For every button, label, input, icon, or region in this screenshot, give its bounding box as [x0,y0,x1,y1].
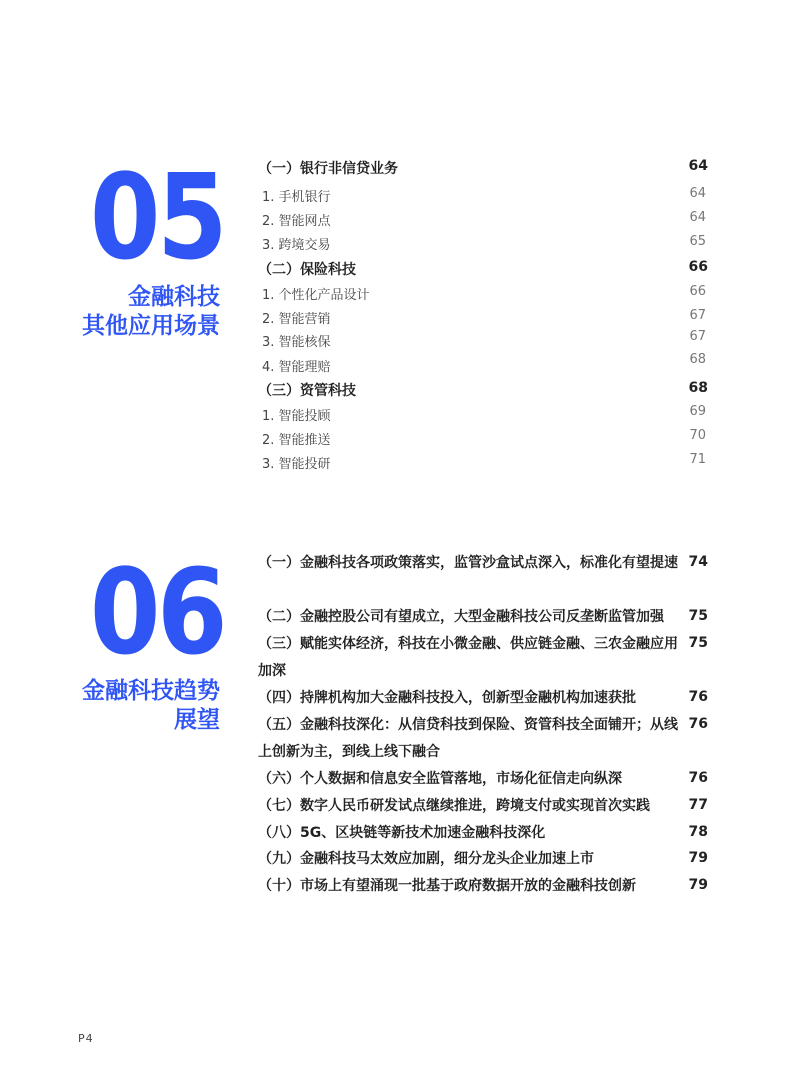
toc-entry-page: 79 [688,877,708,893]
toc-entry-page: 69 [689,404,706,419]
toc-entry-page: 79 [688,850,708,866]
toc-entry-page: 67 [689,329,706,344]
toc-entry-title: （八）5G、区块链等新技术加速金融科技深化 [258,825,546,841]
toc-entry-title: 2. 智能推送 [262,433,331,448]
toc-entry-page: 67 [689,308,706,323]
toc-entry-title: （一）银行非信贷业务 [258,161,398,177]
toc-entry-title: （七）数字人民币研发试点继续推进，跨境支付或实现首次实践 [258,798,650,814]
toc-entry-title: 4. 智能理赔 [262,360,331,375]
chapter-05-number: 05 [89,148,224,286]
toc-entry-title: （一）金融科技各项政策落实，监管沙盒试点深入，标准化有望提速 [258,555,678,571]
chapter-05-title-line2: 其他应用场景 [82,313,220,339]
toc-entry-page: 77 [688,797,708,813]
toc-entry-title: （六）个人数据和信息安全监管落地，市场化征信走向纵深 [258,771,622,787]
chapter-06-title-line1: 金融科技趋势 [82,678,220,704]
toc-entry-title: 3. 智能投研 [262,457,331,472]
toc-entry-page: 76 [688,770,708,786]
chapter-06-number: 06 [89,543,224,681]
toc-entry-title: （二）金融控股公司有望成立，大型金融科技公司反垄断监管加强 [258,609,664,625]
toc-entry-title: 1. 智能投顾 [262,409,331,424]
toc-entry-page: 68 [688,380,708,396]
toc-entry-page: 66 [689,284,706,299]
toc-entry-page: 68 [689,352,706,367]
toc-entry-page: 71 [689,452,706,467]
toc-entry-page: 75 [688,635,708,651]
chapter-05-title [20,283,220,341]
toc-entry-page: 66 [688,259,708,275]
toc-entry-page: 65 [689,234,706,249]
toc-entry-title: 2. 智能营销 [262,312,331,327]
toc-entry-title: 1. 手机银行 [262,190,331,205]
toc-entry-title: （三）资管科技 [258,383,356,399]
toc-entry-title: 1. 个性化产品设计 [262,288,370,303]
toc-entry-title: （五）金融科技深化：从信贷科技到保险、资管科技全面铺开；从线上创新为主，到线上线下融合 [258,717,678,760]
toc-entry-title: （九）金融科技马太效应加剧，细分龙头企业加速上市 [258,851,594,867]
toc-entry-title: 3. 智能核保 [262,335,331,350]
page-number: P4 [78,1032,94,1045]
toc-entry-title: （四）持牌机构加大金融科技投入，创新型金融机构加速获批 [258,690,636,706]
toc-entry-page: 70 [689,428,706,443]
toc-entry-title: （三）赋能实体经济，科技在小微金融、供应链金融、三农金融应用加深 [258,636,678,679]
toc-entry-page: 76 [688,716,708,732]
chapter-06-title [20,677,220,735]
chapter-06-title-line2: 展望 [174,707,220,733]
toc-entry-page: 74 [688,554,708,570]
toc-entry-title: 2. 智能网点 [262,214,331,229]
toc-entry-page: 64 [689,210,706,225]
chapter-05-title-line1: 金融科技 [128,284,220,310]
toc-entry-page: 64 [688,158,708,174]
toc-entry-title: （二）保险科技 [258,262,356,278]
toc-entry-page: 78 [688,824,708,840]
toc-entry-page: 76 [688,689,708,705]
toc-entry-page: 75 [688,608,708,624]
toc-entry-page: 64 [689,186,706,201]
toc-entry-title: 3. 跨境交易 [262,238,331,253]
toc-entry-title: （十）市场上有望涌现一批基于政府数据开放的金融科技创新 [258,878,636,894]
